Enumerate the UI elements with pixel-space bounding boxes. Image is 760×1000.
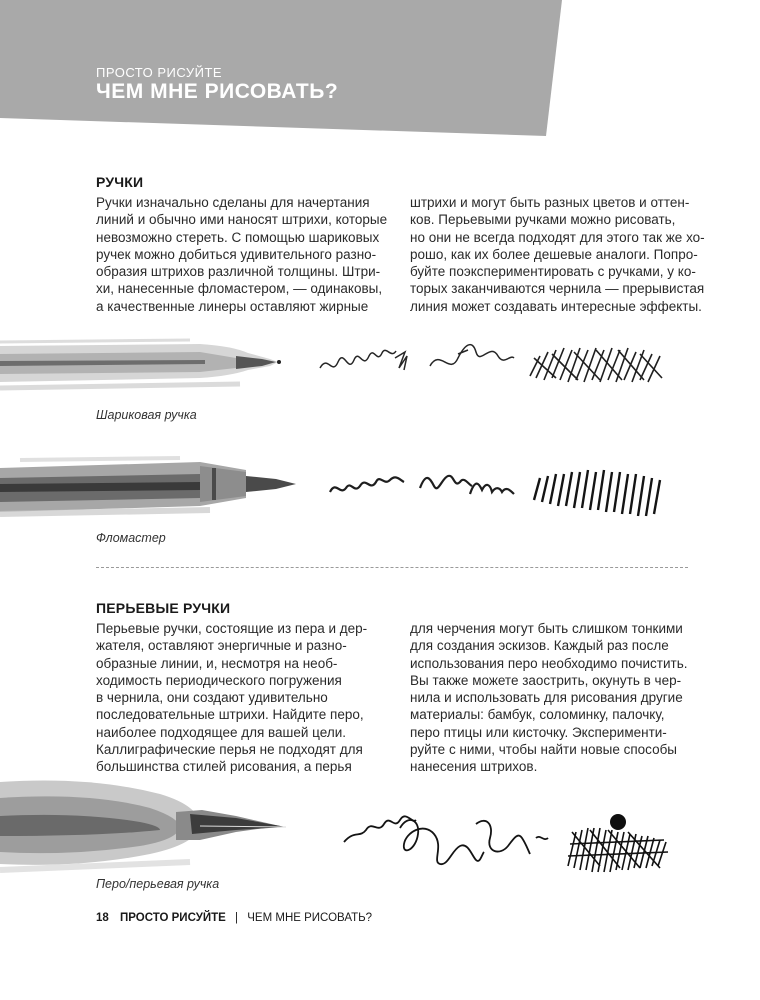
ballpoint-scribble [320, 345, 514, 370]
page-title: ЧЕМ МНЕ РИСОВАТЬ? [96, 80, 339, 103]
text-line: Вы также можете заострить, окунуть в чер- [410, 672, 682, 688]
ballpoint-pen-drawing [0, 340, 281, 388]
ballpoint-pen-illustration [0, 328, 700, 408]
fountain-pen-hatching [568, 828, 668, 872]
text-line: но они не всегда подходят для этого так же хо- [410, 229, 705, 245]
page-number: 18 [96, 912, 109, 924]
fountain-pen-illustration [0, 770, 700, 880]
text-line: нанесения штрихов. [410, 759, 538, 775]
caption-fountain-pen: Перо/перьевая ручка [96, 877, 220, 891]
text-line: использования перо необходимо почистить. [410, 655, 688, 671]
text-line: невозможно стереть. С помощью шариковых [96, 229, 380, 245]
text-line: материалы: бамбук, соломинку, палочку, [410, 707, 665, 723]
marker-scribble [330, 476, 514, 494]
text-line: руйте с ними, чтобы найти новые способы [410, 742, 678, 758]
text-line: а качественные линеры оставляют жирные [96, 298, 369, 314]
text-line: штрихи и могут быть разных цветов и оттен- [410, 195, 690, 210]
footer-chapter: ЧЕМ МНЕ РИСОВАТЬ? [247, 912, 373, 924]
text-line: образные линии, и, несмотря на необ- [96, 655, 338, 671]
text-line: для черчения могут быть слишком тонкими [410, 621, 683, 636]
text-line: наиболее подходящее для вашей цели. [96, 724, 346, 740]
text-line: последовательные штрихи. Найдите перо, [96, 707, 364, 723]
text-line: линия может создавать интересные эффекты. [410, 298, 702, 314]
text-line: линий и обычно ими наносят штрихи, которые [96, 212, 388, 228]
section-kicker: ПРОСТО РИСУЙТЕ [96, 65, 223, 80]
page-footer [96, 912, 372, 924]
text-line: нила и использовать для рисования другие [410, 690, 683, 706]
fountain-text-right [410, 620, 688, 776]
text-line: рошо, как их более дешевые аналоги. Попро- [410, 246, 698, 262]
text-line: жателя, оставляют энергичные и разно- [96, 638, 347, 654]
footer-separator: | [235, 912, 239, 924]
section-heading-pens: РУЧКИ [96, 174, 144, 190]
ballpoint-hatching [530, 348, 662, 382]
text-line: буйте поэкспериментировать с ручками, у ко- [410, 264, 696, 280]
text-line: Ручки изначально сделаны для начертания [96, 195, 370, 210]
pens-text-right [410, 194, 705, 315]
text-line: торых заканчиваются чернила — прерывистая [410, 281, 705, 297]
marker-hatching [534, 470, 660, 516]
section-heading-fountain-pens: ПЕРЬЕВЫЕ РУЧКИ [96, 600, 231, 616]
text-line: Каллиграфические перья не подходят для [96, 742, 363, 758]
text-line: образия штрихов различной толщины. Штри- [96, 264, 381, 280]
footer-section: ПРОСТО РИСУЙТЕ [120, 912, 226, 924]
fountain-pen-drawing [0, 781, 286, 871]
text-line: ручек можно добиться удивительного разно- [96, 246, 377, 262]
marker-illustration [0, 448, 700, 528]
text-line: хи, нанесенные фломастером, — одинаковы, [96, 281, 383, 297]
section-divider [96, 567, 688, 568]
text-line: ходимость периодического погружения [96, 672, 342, 688]
text-line: перо птицы или кисточку. Эксперименти- [410, 724, 667, 740]
caption-marker: Фломастер [96, 531, 166, 545]
fountain-pen-scribble [344, 816, 548, 864]
caption-ballpoint: Шариковая ручка [96, 408, 197, 422]
ink-blot [610, 814, 626, 830]
text-line: большинства стилей рисования, а перья [96, 759, 352, 775]
text-line: для создания эскизов. Каждый раз после [410, 638, 669, 654]
text-line: Перьевые ручки, состоящие из пера и дер- [96, 621, 368, 636]
text-line: ков. Перьевыми ручками можно рисовать, [410, 212, 676, 228]
text-line: в чернила, они создают удивительно [96, 690, 328, 706]
pens-text-left [96, 194, 387, 315]
fountain-text-left [96, 620, 367, 776]
marker-drawing [0, 458, 296, 514]
